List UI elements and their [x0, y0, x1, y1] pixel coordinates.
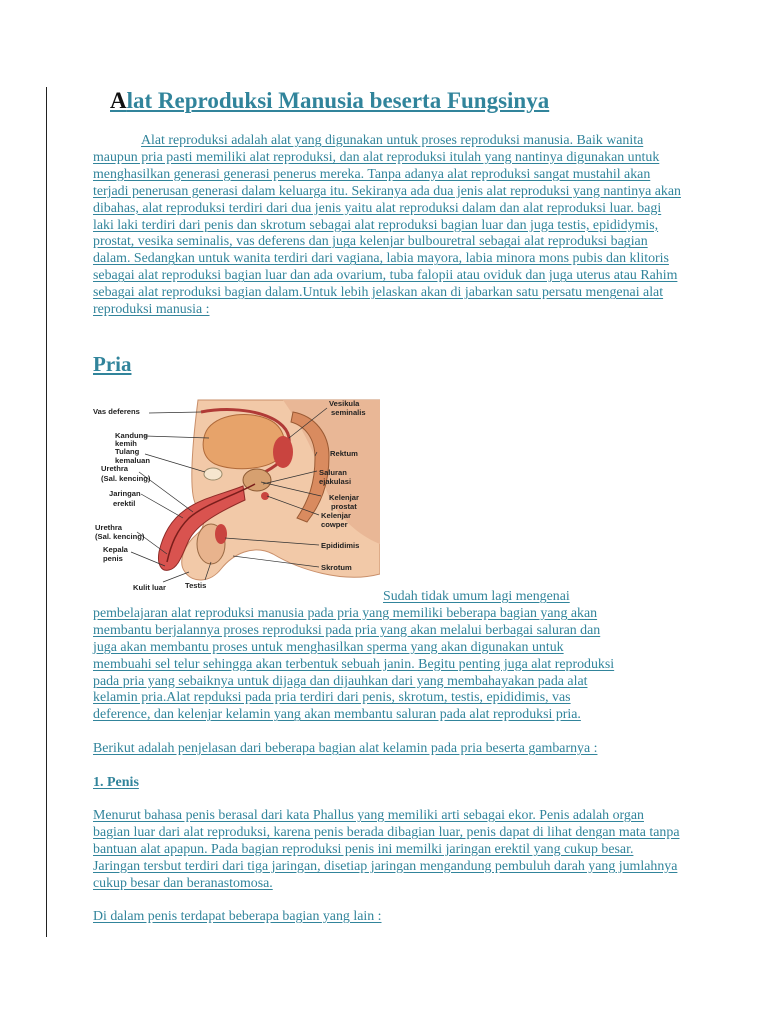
- label-tulang-2: kemaluan: [115, 456, 151, 465]
- pria-line-5: membuahi sel telur sehingga akan terbentuk sebuah janin. Begitu penting juga alat reproduksi: [93, 656, 615, 672]
- label-urethra-b-1: Urethra: [95, 523, 123, 532]
- bladder-shape: [203, 415, 284, 469]
- pria-line-8: deference, dan kelenjar kelamin yang akan membantu saluran pada alat reproduksi pria.: [93, 707, 581, 723]
- pria-paragraph[interactable]: [93, 589, 683, 724]
- pria-line-2: pembelajaran alat reproduksi manusia pada pria yang memiliki beberapa bagian yang akan: [93, 605, 598, 621]
- pubic-bone-shape: [204, 468, 222, 480]
- pria-line-6: pada pria yang sebaiknya untuk dijaga dan dijauhkan dari yang membahayakan pada alat: [93, 673, 588, 689]
- label-kandung-1: Kandung: [115, 431, 148, 440]
- penis-heading[interactable]: 1. Penis: [93, 775, 139, 790]
- penis-paragraph[interactable]: Menurut bahasa penis berasal dari kata Phallus yang memiliki arti sebagai ekor. Penis adalah organ bagian luar dari alat reproduksi, karena penis berada dibagian luar, penis dapat di lihat dengan mata tanpa bantuan alat apapun. Pada bagian reproduksi penis ini memilki jaringan erektil yang cukup besar. Jaringan tersbut terdiri dari tiga jaringan, disetiap jaringan mengandung pembuluh darah yang jumlahnya cukup besar dan beranastomosa.: [93, 808, 680, 891]
- label-jaringan-1: Jaringan: [109, 489, 141, 498]
- page-margin-rule: [46, 87, 47, 937]
- label-urethra-2: (Sal. kencing): [101, 474, 151, 483]
- label-kepala-2: penis: [103, 554, 123, 563]
- pria-line-4: juga akan membantu proses untuk menghasilkan sperma yang akan digunakan untuk: [93, 639, 564, 655]
- label-epididimis: Epididimis: [321, 541, 360, 550]
- label-jaringan-2: erektil: [113, 499, 136, 508]
- intro-paragraph[interactable]: Alat reproduksi adalah alat yang digunakan untuk proses reproduksi manusia. Baik wanita maupun pria pasti memiliki alat reproduksi, dan alat reproduksi itulah yang nantinya digunakan untuk menghasilkan generasi generasi penerus mereka. Tanpa adanya alat reproduksi sangat mustahil akan terjadi penerusan generasi dalam keluarga itu. Sekiranya ada dua jenis alat reproduksi yang nantinya akan dibahas, alat reproduksi terdiri dari dua jenis yaitu alat reproduksi dalam dan alat reproduksi luar. bagi laki laki terdiri dari penis dan skrotum sebagai alat reproduksi bagian luar dan juga testis, epididymis, prostat, vesika seminalis, vas deferens dan juga kelenjar bulbouretral sebagai alat reproduksi bagian dalam. Sedangkan untuk wanita terdiri dari vagiana, labia mayora, labia minora mons pubis dan klitoris sebagai alat reproduksi bagian luar dan ada ovarium, tuba falopii atau oviduk dan juga uterus atau Rahim sebagai alat reproduksi bagian dalam.Untuk lebih jelaskan akan di jabarkan satu persatu mengenai alat reproduksi manusia :: [93, 133, 681, 318]
- label-vesikula-1: Vesikula: [329, 399, 360, 408]
- male-reproductive-diagram: [93, 394, 380, 598]
- page-title: [110, 88, 549, 114]
- penis-parts-intro[interactable]: Di dalam penis terdapat beberapa bagian yang lain :: [93, 909, 382, 924]
- label-urethra-b-2: (Sal. kencing): [95, 532, 145, 541]
- label-skrotum: Skrotum: [321, 563, 352, 572]
- label-urethra-1: Urethra: [101, 464, 129, 473]
- label-kelenjar-prostat-1: Kelenjar: [329, 493, 359, 502]
- label-testis: Testis: [185, 581, 207, 590]
- parts-intro-paragraph[interactable]: Berikut adalah penjelasan dari beberapa bagian alat kelamin pada pria beserta gambarnya :: [93, 741, 598, 756]
- label-kulit-luar: Kulit luar: [133, 583, 166, 592]
- epididymis-shape: [215, 524, 227, 544]
- label-saluran-2: ejakulasi: [319, 477, 352, 486]
- title-text: lat Reproduksi Manusia beserta Fungsinya: [126, 88, 550, 113]
- pria-line-3: membantu berjalannya proses reproduksi pada pria yang akan melalui berbagai saluran dan: [93, 622, 601, 638]
- label-kelenjar-cowper-1: Kelenjar: [321, 511, 351, 520]
- label-vas-deferens: Vas deferens: [93, 407, 140, 416]
- label-rektum: Rektum: [330, 449, 358, 458]
- label-tulang-1: Tulang: [115, 447, 140, 456]
- diagram-svg: [93, 394, 380, 598]
- seminal-vesicle-shape: [273, 436, 293, 468]
- title-first-letter: A: [110, 88, 127, 113]
- label-kelenjar-cowper-2: cowper: [321, 520, 348, 529]
- pria-line-7: kelamin pria.Alat repduksi pada pria terdiri dari penis, skrotum, testis, epididimis, vas: [93, 690, 571, 706]
- label-vesikula-2: seminalis: [331, 408, 366, 417]
- label-kepala-1: Kepala: [103, 545, 128, 554]
- section-heading-pria[interactable]: Pria: [93, 352, 132, 376]
- label-saluran-1: Saluran: [319, 468, 347, 477]
- pria-line-1: Sudah tidak umum lagi mengenai: [383, 589, 570, 604]
- label-kelenjar-prostat-2: prostat: [331, 502, 357, 511]
- label-kandung-2: kemih: [115, 439, 137, 448]
